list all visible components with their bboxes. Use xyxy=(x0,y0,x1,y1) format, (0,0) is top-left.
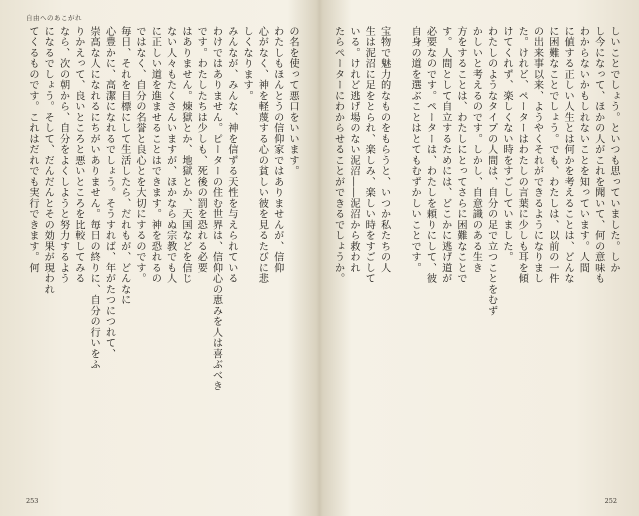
text-line: てくるものです。これはだれでも実行できます。何 xyxy=(26,26,38,274)
text-line: なら、次の朝から、自分をよくしようと努力するよう xyxy=(57,26,69,284)
text-line: たらぺーターにわからせることができるでしょうか。 xyxy=(332,26,344,284)
text-line: の名を使って悪口をいいます。 xyxy=(287,26,298,177)
text-line: ではなく、自分の名誉と良心とを大切にするのです。 xyxy=(134,26,146,284)
page-number-right: 252 xyxy=(604,497,617,505)
text-line xyxy=(24,26,25,478)
text-line: 毎日、それを目標にして生活したら、だれもが、どんなに xyxy=(118,26,130,306)
right-page xyxy=(321,0,639,516)
text-line: に値する正しい人生とは何かを考えることは、どんな xyxy=(562,26,574,284)
text-line: けてくれず、楽しくない時をすごしていました。 xyxy=(500,26,512,263)
left-page-body xyxy=(24,26,300,478)
text-line: しくなります。 xyxy=(241,26,253,102)
text-line: しいことでしょう。といつも思っていました。しか xyxy=(608,26,619,274)
text-line: の出来事以来、ようやくそれができるようになりまし xyxy=(531,26,543,284)
text-line: みんなが、みんな、神を信ずる天性を与えられている xyxy=(225,26,237,284)
text-line: 必要なのです。ペーターは、わたしを頼りにして、彼 xyxy=(424,26,436,284)
text-line xyxy=(392,26,407,478)
text-line: はありません。煉獄とか、地獄とか、天国などを信じ xyxy=(179,26,191,284)
text-line: ない人々もたくさんいますが、ほかならぬ宗教でも人 xyxy=(164,26,176,284)
text-line: す。人間として自立するためには、どこかに逃げ道が xyxy=(439,26,451,284)
left-page xyxy=(0,0,318,516)
text-line: に困難なことでしょう。でも、わたしは、以前の一件 xyxy=(546,26,558,284)
text-line: わたしのようなタイプの人間は、自分の足で立つことをむず xyxy=(485,26,497,317)
text-line: に正しい道を進ませることはできます。神を恐れるの xyxy=(149,26,161,284)
text-line: です。わたしたちは少しも、死後の罰を恐れる必要 xyxy=(195,26,207,274)
text-line: かしいと考えるのです。しかし、自意識のある生き xyxy=(470,26,482,274)
text-line: いる。けれど逃げ場のない泥沼――泥沼から救われ xyxy=(347,26,359,274)
text-line: た。けれど、ペーターはわたしの言葉に少しも耳を傾 xyxy=(516,26,528,284)
running-head: 自由へのあこがれ xyxy=(26,14,82,22)
text-line: になるでしょう。そして、だんだんとその効果が現われ xyxy=(42,26,54,295)
text-line: 生は泥沼に足をとられ、楽しみ、楽しい時をすごして xyxy=(363,26,375,284)
page-number-left: 253 xyxy=(26,497,39,505)
right-page-body xyxy=(331,26,621,478)
text-line: りかえって、良いところと悪いところを比較してみる xyxy=(72,26,84,284)
text-line: 心豊かに、高潔になれるでしょう。そうすれば、年がたつにつれて、 xyxy=(103,26,115,360)
text-line: 崇高な人になれるにちがいありません。毎日の終りに、自分の行いをふ xyxy=(88,26,100,370)
text-line: わからないかもしれないことを知っています。人間 xyxy=(577,26,589,274)
text-line: 自身の道を選ぶことはとてもむずかしいことです。 xyxy=(409,26,421,274)
text-line: し今になって、ほかの人がこれを聞いて、何の意味も xyxy=(592,26,604,284)
text-line: 方をすることは、わたしにとってさらに困難なことで xyxy=(455,26,467,284)
text-line: わたしもほんとうの信仰家ではありませんが、信仰 xyxy=(271,26,283,274)
text-line: わけではありません。ピーターの住む世界は、信仰心の恵みを人は喜ぶべき xyxy=(210,26,222,392)
text-line: 心がなく、神を軽蔑する心の貧しい彼を見るたびに悲 xyxy=(256,26,268,284)
text-line: 宝物で魅力的なものをもらうと、いつか私たちの人 xyxy=(378,26,390,274)
